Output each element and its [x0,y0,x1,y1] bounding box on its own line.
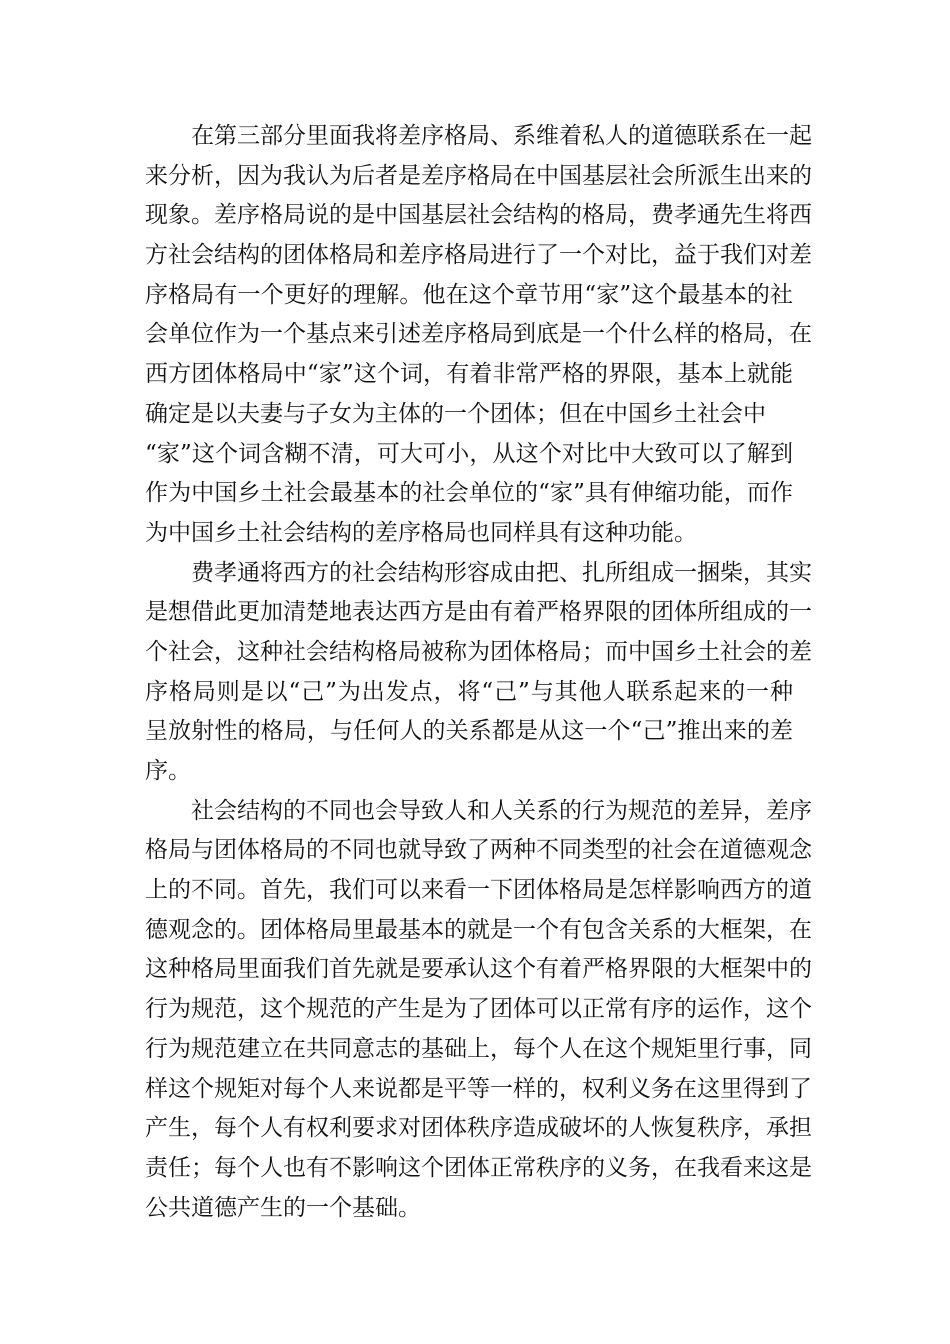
text-line: 确定是以夫妻与子女为主体的一个团体；但在中国乡土社会中 [145,400,766,427]
text-line: 费孝通将西方的社会结构形容成由把、扎所组成一捆柴，其实 [191,559,812,586]
text-line: 来分析，因为我认为后者是差序格局在中国基层社会所派生出来的 [145,162,812,189]
text-line: 方社会结构的团体格局和差序格局进行了一个对比，益于我们对差 [145,242,812,269]
text-line: 是想借此更加清楚地表达西方是由有着严格界限的团体所组成的一 [145,599,812,626]
text-line: 社会结构的不同也会导致人和人关系的行为规范的差异，差序 [191,797,812,824]
text-line: 序。 [145,758,191,784]
text-line: 序格局则是以“己”为出发点，将“己”与其他人联系起来的一种 [145,678,793,705]
text-line: 行为规范建立在共同意志的基础上，每个人在这个规矩里行事，同 [145,1035,812,1062]
text-line: 作为中国乡土社会最基本的社会单位的“家”具有伸缩功能，而作 [145,480,793,507]
text-line: 上的不同。首先，我们可以来看一下团体格局是怎样影响西方的道 [145,877,812,904]
text-line: 会单位作为一个基点来引述差序格局到底是一个什么样的格局，在 [145,321,812,348]
text-line: 责任；每个人也有不影响这个团体正常秩序的义务，在我看来这是 [145,1154,812,1181]
text-line: 行为规范，这个规范的产生是为了团体可以正常有序的运作，这个 [145,996,812,1023]
text-line: 在第三部分里面我将差序格局、系维着私人的道德联系在一起 [191,123,812,149]
text-line: 格局与团体格局的不同也就导致了两种不同类型的社会在道德观念 [145,837,812,864]
text-line: 样这个规矩对每个人来说都是平等一样的，权利义务在这里得到了 [145,1075,812,1102]
paragraph-1 [145,117,812,554]
text-line: 公共道德产生的一个基础。 [145,1194,421,1221]
document-body [145,117,812,1228]
text-line: 呈放射性的格局，与任何人的关系都是从这一个“己”推出来的差 [145,718,793,745]
text-line: 现象。差序格局说的是中国基层社会结构的格局，费孝通先生将西 [145,202,812,229]
paragraph-3 [145,792,812,1229]
text-line: 德观念的。团体格局里最基本的就是一个有包含关系的大框架，在 [145,916,812,943]
text-line: 这种格局里面我们首先就是要承认这个有着严格界限的大框架中的 [145,956,812,983]
text-line: 个社会，这种社会结构格局被称为团体格局；而中国乡土社会的差 [145,638,812,665]
text-line: 序格局有一个更好的理解。他在这个章节用“家”这个最基本的社 [145,281,793,308]
text-line: 西方团体格局中“家”这个词，有着非常严格的界限，基本上就能 [145,361,793,388]
text-line: “家”这个词含糊不清，可大可小，从这个对比中大致可以了解到 [145,440,793,467]
text-line: 为中国乡土社会结构的差序格局也同样具有这种功能。 [145,519,697,546]
text-line: 产生，每个人有权利要求对团体秩序造成破坏的人恢复秩序，承担 [145,1115,812,1142]
paragraph-2 [145,554,812,792]
